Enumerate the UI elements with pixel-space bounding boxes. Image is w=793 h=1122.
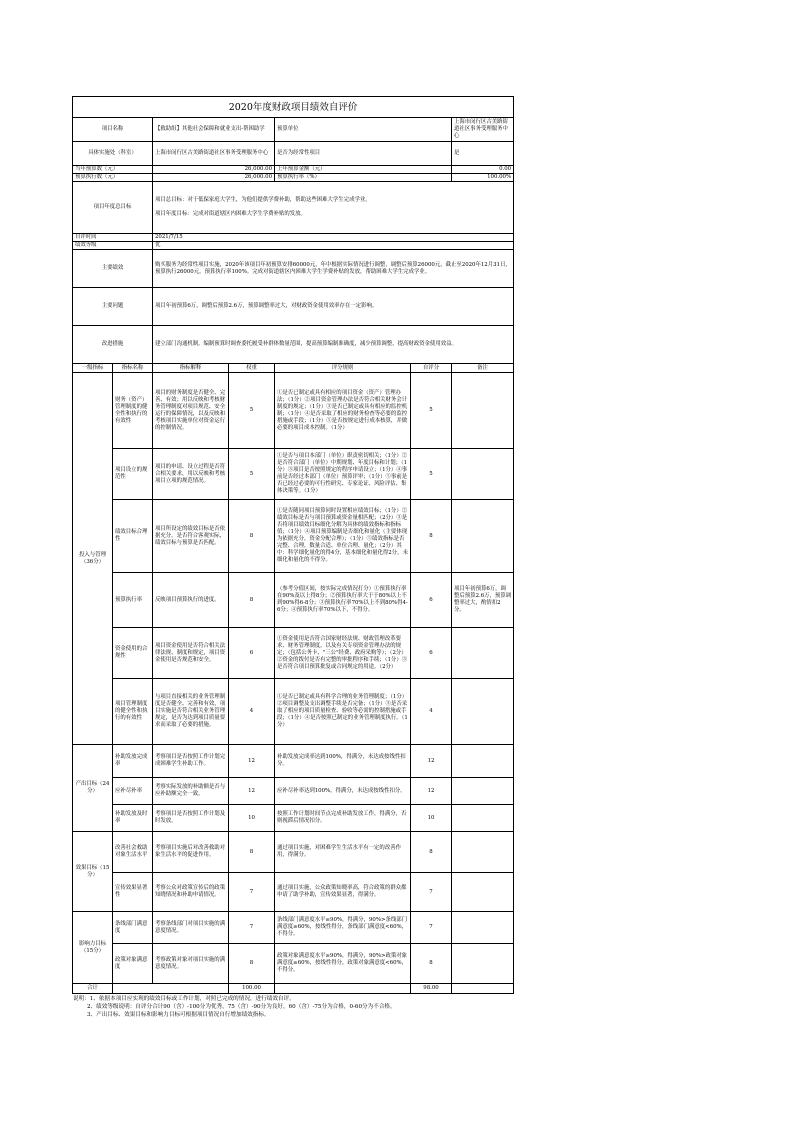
indicator-row <box>73 912 514 944</box>
notes <box>72 995 513 1019</box>
indicator-note <box>452 373 514 449</box>
goal-total: 项目总目标：对于低保家庭大学生，为他们提供学费补助，帮助这些困难大学生完成学业。 <box>155 197 371 203</box>
level1-indicator: 产出目标（24分） <box>73 745 113 832</box>
header-level1: 一级指标 <box>73 364 113 373</box>
indicator-explanation: 考察实际发放的补助额是否与应补助额完全一致。 <box>153 778 229 805</box>
indicator-row <box>73 745 514 778</box>
indicator-explanation: 考察政策对象对项目实施的满意度情况。 <box>153 944 229 984</box>
indicator-score: 10 <box>411 805 452 832</box>
project-name: 【救助组】其他社会保障和就业支出-帮困助学 <box>153 118 275 142</box>
header-weight: 权重 <box>229 364 275 373</box>
eval-time: 2021/7/15 <box>153 234 514 242</box>
indicator-note <box>452 679 514 745</box>
indicator-weight: 7 <box>229 873 275 912</box>
indicator-note <box>452 500 514 573</box>
note-line: 2、绩效等级说明：自评分合计90（含）-100分为优秀，75（含）-90分为良好，60（含）-75分为合格，0-60分为不合格。 <box>87 1004 396 1010</box>
indicator-rule: 应补尽补率达到100%，得满分，未达成按线性扣分。 <box>275 778 411 805</box>
indicator-name: 改善社会救助对象生活水平 <box>113 832 153 873</box>
indicator-weight: 12 <box>229 778 275 805</box>
indicator-explanation: 考察项目是否按照工作计划及时发放。 <box>153 805 229 832</box>
indicator-explanation: 反映项目预算执行的进度。 <box>153 573 229 628</box>
budget-current-label: 当年预算数（元） <box>73 166 153 174</box>
indicator-rule: 按照工作计划时间节点完成补助发放工作，得满分，否则视滞后情况扣分。 <box>275 805 411 832</box>
indicator-score: 6 <box>411 573 452 628</box>
indicator-note <box>452 449 514 500</box>
indicator-note <box>452 745 514 778</box>
indicator-explanation: 项目资金使用是否符合相关法律法规、制度和规定，项目资金使用是否规范和安全。 <box>153 628 229 679</box>
total-score: 98.00 <box>411 984 452 994</box>
indicator-rule: ①是否随同项目预算同时设置相应绩效目标；（1分）②绩效目标是否与项目预算或资金量相匹配；（2分）③是否将项目绩效目标细化分解为具体的绩效指标和指标值；（1分）④项目预算编制是否细化和量化（主要体现为依据充分，资金分配合理）；（1分）⑤绩效指标是否完整、合理，数量合适、单位合理、量化；（2分）其中：科学细化量化的得4分，基本细化和量化得2分，未细化和量化的不得分。 <box>275 500 411 573</box>
indicator-rule: ①是否已制定或具有相应的项目资金（资产）管理办法；（1分）②项目资金管理办法是否符合相关财务会计制度的规定；（1分）③是否已制定或具有相应的监控机制；（1分）④是否采取了相应的财务检查等必要的监控措施或手段；（1分）⑤是否按规定进行成本核算，并做必要的项目成本控制。（1分） <box>275 373 411 449</box>
perf-text: 购买服务为经常性项目实施，2020年该项目年初预算安排60000元，年中根据实际情况进行调整，调整后预算26000元，截止至2020年12月31日，预算执行26000元，预算执行率100%。完成对街道辖区内困难大学生学费补贴的发放，帮助困难大学生完成学业。 <box>153 250 514 288</box>
indicator-score: 7 <box>411 912 452 944</box>
goal-text <box>153 182 514 234</box>
indicator-score: 7 <box>411 873 452 912</box>
indicator-weight: 12 <box>229 745 275 778</box>
executed-label: 预算执行数（元） <box>73 174 153 182</box>
eval-time-label: 自评时间 <box>73 234 153 242</box>
indicator-weight: 10 <box>229 805 275 832</box>
indicator-name: 资金使用的合规性 <box>113 628 153 679</box>
indicator-rule: ①资金使用是否符合国家财经法规、财政管理改革要求、财务管理制度，以及有关专项资金管理办法的规定；（包括公务卡、"三公"经费、政府采购等）；（2分）②资金的拨付是否有完整的审批程序和手续；（1分）③是否符合项目预算批复或合同规定的用途。（2分） <box>275 628 411 679</box>
indicator-note <box>452 873 514 912</box>
indicator-name: 绩效目标合理性 <box>113 500 153 573</box>
indicator-row <box>73 832 514 873</box>
indicator-score: 8 <box>411 832 452 873</box>
indicator-score: 5 <box>411 449 452 500</box>
total-label: 合计 <box>73 984 113 994</box>
indicator-rule: 条线部门满意度水平≥90%，得满分，90%>条线部门满意度≥60%，按线性得分，条线部门满意度<60%，不得分。 <box>275 912 411 944</box>
goal-label: 项目年度总目标 <box>73 182 153 234</box>
indicator-row <box>73 679 514 745</box>
recurring-label: 是否为经常性项目 <box>275 142 452 166</box>
indicator-note <box>452 912 514 944</box>
dept-label: 具体实施处（科室） <box>73 142 153 166</box>
indicator-note <box>452 628 514 679</box>
indicator-score: 12 <box>411 778 452 805</box>
dept: 上海市闵行区古美路街道社区事务受理服务中心 <box>153 142 275 166</box>
header-indicator: 指标名称 <box>113 364 153 373</box>
indicator-rule: ①是否与项目本部门（单位）职责密切相关；（1分）②是否符合部门（单位）中期规划、年度目标和计划；（1分）③项目是否按照规定的程序申请设立；（1分）④事前是否经过本部门（单位）预算评审；（1分）⑤事前是否已经过必要的可行性研究、专家论证、风险评估、集体决策等。（1分） <box>275 449 411 500</box>
indicator-name: 财务（资产）管理制度的健全性和执行的有效性 <box>113 373 153 449</box>
budget-current: 26,000.00 <box>153 166 275 174</box>
grade-label: 绩效等级 <box>73 242 153 250</box>
indicator-name: 条线部门满意度 <box>113 912 153 944</box>
exec-rate-label: 预算执行率（%） <box>275 174 452 182</box>
indicator-name: 项目管理制度的健全性和执行的有效性 <box>113 679 153 745</box>
level1-indicator: 投入与管理（36分） <box>73 373 113 745</box>
indicator-note <box>452 805 514 832</box>
indicator-explanation: 与项目直接相关的业务管理制度是否健全、完善和有效，项目实施是否符合相关业务管理规定，是否为达到项目质量要求而采取了必要的措施。 <box>153 679 229 745</box>
header-explanation: 指标解释 <box>153 364 229 373</box>
indicator-weight: 7 <box>229 912 275 944</box>
indicator-name: 宣传效果显著性 <box>113 873 153 912</box>
indicator-rule: 补助发放完成率达到100%，得满分，未达成按线性扣分。 <box>275 745 411 778</box>
indicator-weight: 5 <box>229 373 275 449</box>
indicator-row <box>73 628 514 679</box>
indicator-row <box>73 805 514 832</box>
indicator-explanation: 项目所设定的绩效目标是否依据充分，是否符合客观实际，绩效目标与预算是否匹配。 <box>153 500 229 573</box>
level1-indicator: 效果目标（15分） <box>73 832 113 912</box>
executed: 26,000.00 <box>153 174 275 182</box>
project-name-label: 项目名称 <box>73 118 153 142</box>
indicator-row <box>73 778 514 805</box>
indicator-explanation: 考察条线部门对项目实施的满意度情况。 <box>153 912 229 944</box>
indicator-rule: （参考分值区间，按实际完成情况打分）①预算执行率在90%及以上得8分；②预算执行率大于于80%以上不到90%得6-8分；③预算执行率70%以上不到80%得4-6分；④预算执行率70%以下，不得分。 <box>275 573 411 628</box>
indicator-explanation: 项目的财务制度是否健全、完善、有效；用以反映和考核财务管理制度对项目规范、安全运行的保障情况，以及反映和考核项目实施单位对资金运行的控制情况。 <box>153 373 229 449</box>
indicator-weight: 8 <box>229 573 275 628</box>
indicator-name: 应补尽补率 <box>113 778 153 805</box>
perf-label: 主要绩效 <box>73 250 153 288</box>
evaluation-table <box>72 96 514 994</box>
budget-unit-label: 预算单位 <box>275 118 452 142</box>
indicator-weight: 5 <box>229 449 275 500</box>
indicator-explanation: 考察公众对政策宣传后的政策知晓情况和补助申请情况。 <box>153 873 229 912</box>
indicator-row <box>73 373 514 449</box>
indicator-score: 8 <box>411 500 452 573</box>
header-score: 自评分 <box>411 364 452 373</box>
indicator-score: 6 <box>411 628 452 679</box>
indicator-row <box>73 873 514 912</box>
indicator-note <box>452 832 514 873</box>
indicator-rule: 通过项目实施，对困难学生生活水平有一定的改善作用，得满分。 <box>275 832 411 873</box>
indicator-weight: 8 <box>229 832 275 873</box>
issue-label: 主要问题 <box>73 288 153 326</box>
indicator-name: 补助发放及时率 <box>113 805 153 832</box>
indicator-row <box>73 944 514 984</box>
total-weight: 100.00 <box>229 984 275 994</box>
header-rule: 评分规则 <box>275 364 411 373</box>
improve-label: 改进措施 <box>73 326 153 364</box>
indicator-name: 项目设立的规范性 <box>113 449 153 500</box>
indicator-score: 12 <box>411 745 452 778</box>
indicator-score: 8 <box>411 944 452 984</box>
indicator-weight: 6 <box>229 628 275 679</box>
indicator-score: 4 <box>411 679 452 745</box>
issue-text: 项目年初预算6万，调整后预算2.6万，预算调整率过大，对财政资金使用效率存在一定影响。 <box>153 288 514 326</box>
grade: 优 <box>153 242 514 250</box>
indicator-rule: ①是否已制定或具有科学合理的业务管理制度；（1分）②项目调整及支出调整手续是否完备；（1分）③是否采取了相应的项目质量检查、验收等必需的控制措施或手段；（1分）④是否按照已制定的业务管理制度执行。（1分） <box>275 679 411 745</box>
indicator-score: 5 <box>411 373 452 449</box>
indicator-note: 项目年初预算6万，调整后预算2.6万，预算调整率过大，酌情扣2分。 <box>452 573 514 628</box>
header-note: 备注 <box>452 364 514 373</box>
budget-unit: 上海市闵行区古美路街道社区事务受理服务中心 <box>452 118 514 142</box>
indicator-rule: 政策对象满意度水平≥90%，得满分，90%>政策对象满意度≥60%，按线性得分，政策对象满意度<60%，不得分。 <box>275 944 411 984</box>
exec-rate: 100.00% <box>452 174 514 182</box>
indicator-weight: 4 <box>229 679 275 745</box>
recurring-value: 是 <box>452 142 514 166</box>
note-line: 3、产出目标、效果目标和影响力目标可根据项目情况自行增加绩效指标。 <box>87 1012 270 1018</box>
indicator-rule: 通过项目实施，公众政策知晓率高，符合政策的群众都申请了助学补助，宣传效果显著，得满分。 <box>275 873 411 912</box>
evaluation-sheet <box>72 96 513 1019</box>
budget-prev: 0.00 <box>452 166 514 174</box>
indicator-explanation: 考察项目是否按照工作计划完成困难学生补助工作。 <box>153 745 229 778</box>
indicator-weight: 8 <box>229 944 275 984</box>
note-line: 说明：1、依据本项目应实现的绩效目标或工作计划，对照已完成的情况，进行绩效自评。 <box>73 996 295 1002</box>
indicator-row <box>73 500 514 573</box>
indicator-explanation: 考察项目实施后对改善救助对象生活水平的促进作用。 <box>153 832 229 873</box>
indicator-name: 预算执行率 <box>113 573 153 628</box>
indicator-explanation: 项目的申请、设立过程是否符合相关要求，用以反映和考核项目立项的规范情况。 <box>153 449 229 500</box>
indicator-weight: 8 <box>229 500 275 573</box>
indicator-row <box>73 449 514 500</box>
indicator-name: 补助发放完成率 <box>113 745 153 778</box>
indicator-name: 政策对象满意度 <box>113 944 153 984</box>
budget-prev-label: 上年预算金额（元） <box>275 166 452 174</box>
indicator-row <box>73 573 514 628</box>
indicator-note <box>452 778 514 805</box>
goal-year: 项目年度目标：完成对街道辖区内困难大学生学费补贴的发放。 <box>155 211 306 217</box>
page-title: 2020年度财政项目绩效自评价 <box>73 97 514 118</box>
level1-indicator: 影响力目标（15分） <box>73 912 113 984</box>
improve-text: 建立部门沟通机制，编制预算时调查委托履受补群体数量范围，提高预算编制准确度，减少预算调整，提高财政资金使用效益。 <box>153 326 514 364</box>
indicator-note <box>452 944 514 984</box>
